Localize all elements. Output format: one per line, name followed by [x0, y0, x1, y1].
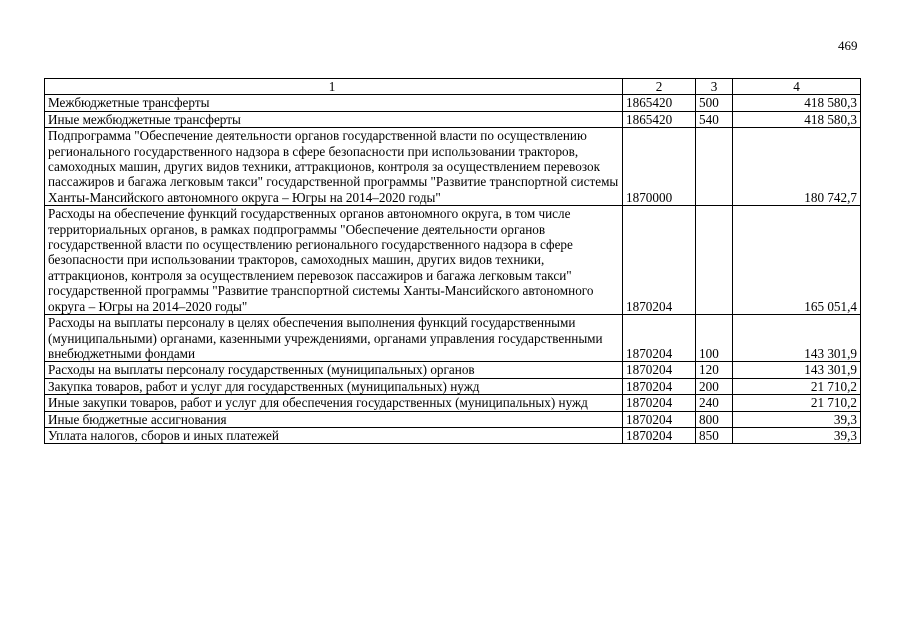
row-name: Закупка товаров, работ и услуг для государственных (муниципальных) нужд: [45, 378, 623, 394]
header-col-1: 1: [45, 79, 623, 95]
row-name: Иные закупки товаров, работ и услуг для обеспечения государственных (муниципальных) нужд: [45, 395, 623, 411]
table-row: [45, 411, 861, 427]
row-code: 1870204: [623, 362, 696, 378]
row-type: 100: [696, 315, 733, 362]
row-name: Подпрограмма "Обеспечение деятельности органов государственной власти по осуществлению регионального государственного надзора в сфере безопасности при использовании тракторов, самоходных машин, других видов техники, аттракционов, контроля за осуществлением перевозок пассажиров и багажа легковым такси" государственной программы "Развитие транспортной системы Ханты-Мансийского автономного округа – Югры на 2014–2020 годы": [45, 128, 623, 206]
row-type: [696, 128, 733, 206]
row-name: Уплата налогов, сборов и иных платежей: [45, 427, 623, 443]
row-type: 540: [696, 111, 733, 127]
header-col-4: 4: [733, 79, 861, 95]
row-type: 800: [696, 411, 733, 427]
row-code: 1870204: [623, 315, 696, 362]
header-col-2: 2: [623, 79, 696, 95]
table-row: [45, 128, 861, 206]
table-header-row: [45, 79, 861, 95]
row-name: Иные бюджетные ассигнования: [45, 411, 623, 427]
row-code: 1865420: [623, 111, 696, 127]
table-row: [45, 315, 861, 362]
row-amount: 39,3: [733, 411, 861, 427]
row-code: 1870204: [623, 378, 696, 394]
row-amount: 39,3: [733, 427, 861, 443]
row-type: [696, 206, 733, 315]
row-amount: 143 301,9: [733, 362, 861, 378]
row-name: Иные межбюджетные трансферты: [45, 111, 623, 127]
row-amount: 21 710,2: [733, 395, 861, 411]
table-row: [45, 427, 861, 443]
row-amount: 143 301,9: [733, 315, 861, 362]
row-amount: 21 710,2: [733, 378, 861, 394]
row-type: 500: [696, 95, 733, 111]
row-amount: 418 580,3: [733, 95, 861, 111]
row-code: 1870204: [623, 411, 696, 427]
row-name: Расходы на выплаты персоналу государственных (муниципальных) органов: [45, 362, 623, 378]
table-row: [45, 95, 861, 111]
row-type: 850: [696, 427, 733, 443]
row-type: 240: [696, 395, 733, 411]
row-code: 1870204: [623, 427, 696, 443]
row-code: 1870000: [623, 128, 696, 206]
table-row: [45, 362, 861, 378]
header-col-3: 3: [696, 79, 733, 95]
row-name: Расходы на выплаты персоналу в целях обеспечения выполнения функций государственными (муниципальными) органами, казенными учреждениями, органами управления государственными внебюджетными фондами: [45, 315, 623, 362]
table-row: [45, 206, 861, 315]
table-row: [45, 378, 861, 394]
budget-table: [44, 78, 861, 444]
row-name: Расходы на обеспечение функций государственных органов автономного округа, в том числе территориальных органов, в рамках подпрограммы "Обеспечение деятельности органов государственной власти по осуществлению регионального государственного надзора в сфере безопасности при использовании тракторов, самоходных машин, других видов техники, аттракционов, контроля за осуществлением перевозок пассажиров и багажа легковым такси" государственной программы "Развитие транспортной системы Ханты-Мансийского автономного округа – Югры на 2014–2020 годы": [45, 206, 623, 315]
row-type: 200: [696, 378, 733, 394]
row-amount: 180 742,7: [733, 128, 861, 206]
row-code: 1870204: [623, 206, 696, 315]
row-type: 120: [696, 362, 733, 378]
row-amount: 165 051,4: [733, 206, 861, 315]
row-amount: 418 580,3: [733, 111, 861, 127]
table-row: [45, 111, 861, 127]
table-row: [45, 395, 861, 411]
row-code: 1865420: [623, 95, 696, 111]
row-code: 1870204: [623, 395, 696, 411]
row-name: Межбюджетные трансферты: [45, 95, 623, 111]
page-number: 469: [838, 38, 858, 53]
